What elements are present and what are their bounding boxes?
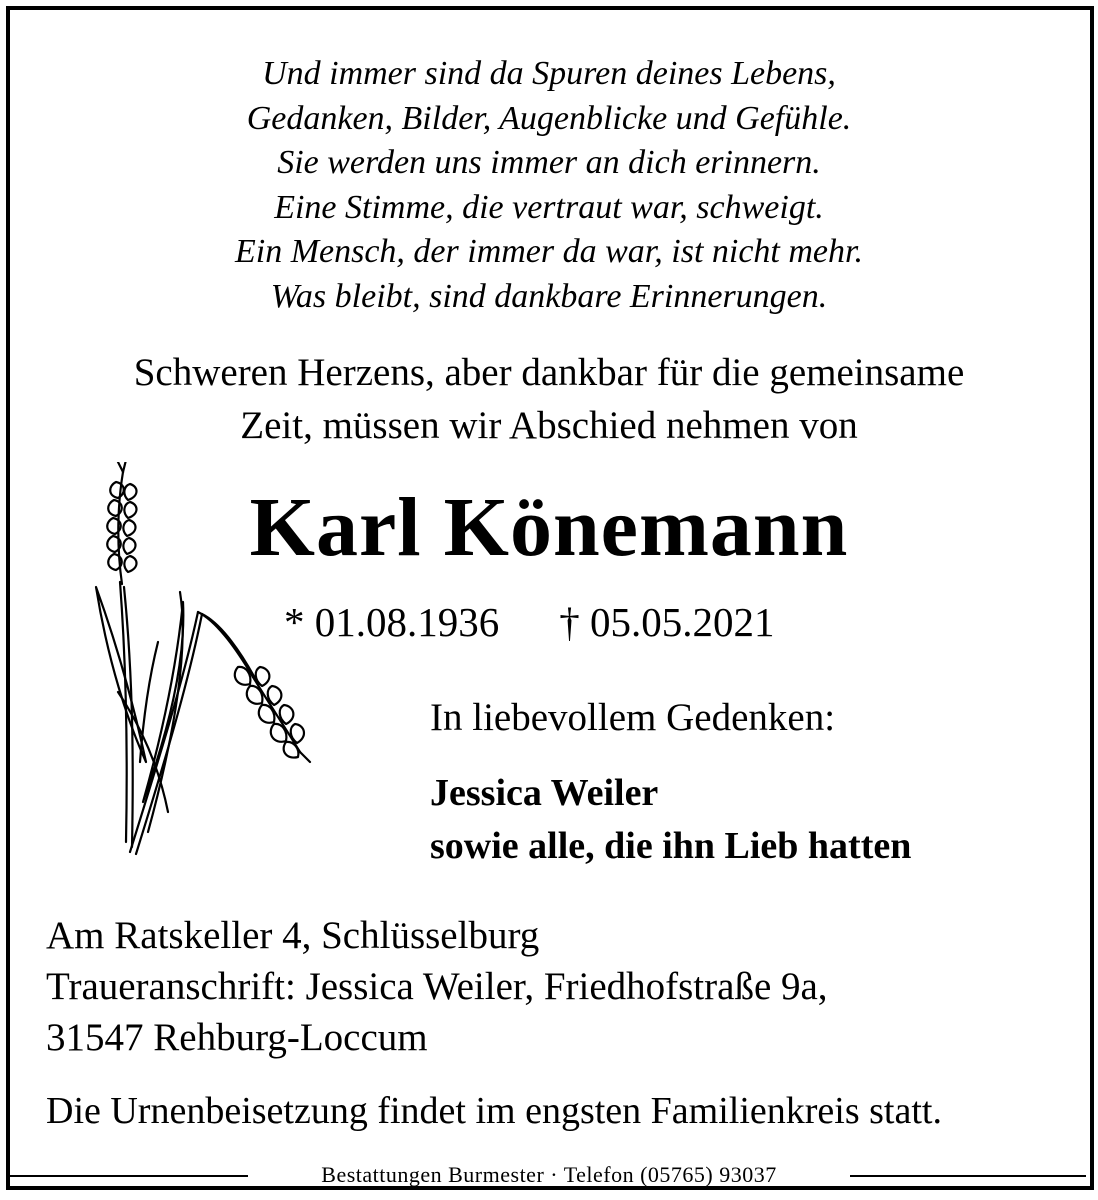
- urn-burial-note: Die Urnenbeisetzung findet im engsten Familienkreis statt.: [46, 1090, 942, 1132]
- address-block: [46, 910, 828, 1063]
- mourners: [430, 767, 911, 873]
- death-date: † 05.05.2021: [559, 599, 775, 645]
- mourner-line: Jessica Weiler: [430, 772, 659, 814]
- address-line: Traueranschrift: Jessica Weiler, Friedhofstraße 9a,: [46, 965, 828, 1008]
- poem-line: Ein Mensch, der immer da war, ist nicht mehr.: [234, 233, 863, 270]
- poem-line: Sie werden uns immer an dich erinnern.: [277, 144, 821, 181]
- life-dates: [284, 597, 775, 647]
- deceased-name: Karl Könemann: [249, 481, 849, 574]
- mourner-line: sowie alle, die ihn Lieb hatten: [430, 825, 912, 867]
- wheat-ears-icon: [88, 462, 318, 862]
- poem: [0, 52, 1098, 319]
- memory-line: In liebevollem Gedenken:: [430, 696, 836, 739]
- poem-line: Und immer sind da Spuren deines Lebens,: [262, 55, 836, 92]
- footer-text: Bestattungen Burmester · Telefon (05765) 93037: [321, 1162, 777, 1187]
- poem-line: Eine Stimme, die vertraut war, schweigt.: [274, 188, 824, 226]
- intro-line: Zeit, müssen wir Abschied nehmen von: [240, 404, 858, 447]
- intro-line: Schweren Herzens, aber dankbar für die gemeinsame: [133, 351, 965, 394]
- birth-date: * 01.08.1936: [284, 599, 500, 645]
- address-line: Am Ratskeller 4, Schlüsselburg: [46, 914, 540, 957]
- poem-line: Was bleibt, sind dankbare Erinnerungen.: [270, 277, 828, 315]
- address-line: 31547 Rehburg-Loccum: [46, 1016, 428, 1059]
- poem-line: Gedanken, Bilder, Augenblicke und Gefühle.: [246, 99, 852, 137]
- intro-text: [0, 346, 1098, 452]
- footer: [0, 1160, 1098, 1190]
